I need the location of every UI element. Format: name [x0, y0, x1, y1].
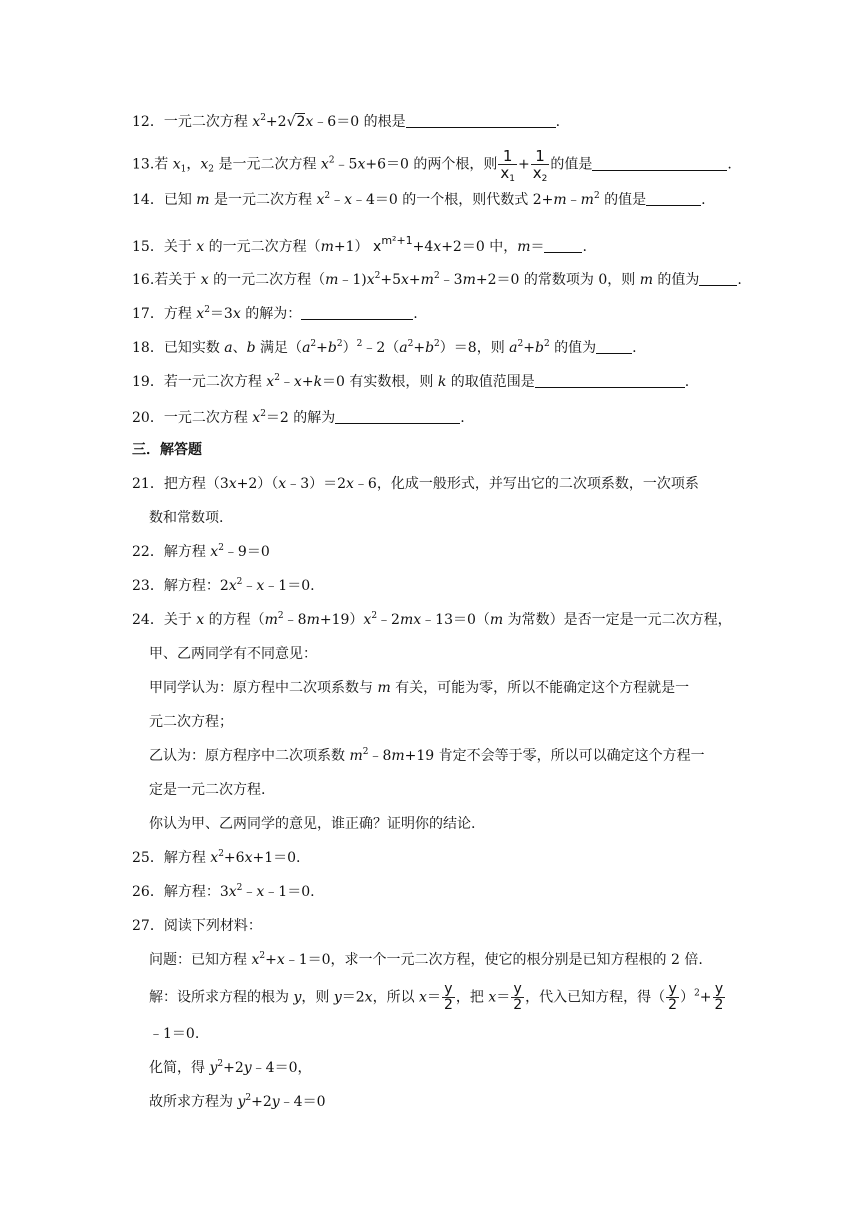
question-24-line5: 乙认为：原方程序中二次项系数 $m^2﹣8m+19$ 肯定不会等于零，所以可以确定这个方程一 — [149, 747, 705, 764]
question-24-line4: 元二次方程； — [149, 714, 233, 730]
section-heading: 三．解答题 — [132, 442, 202, 458]
question-12: 12．一元二次方程 $x^2+2√2x﹣6=0$ 的根是 . — [132, 113, 561, 130]
question-20: 20．一元二次方程 $x^2=2$ 的解为 . — [132, 409, 465, 426]
question-24-line6: 定是一元二次方程. — [149, 782, 266, 798]
fraction-1-over-x1: $\frac{1}{x_1}$ — [500, 147, 515, 184]
question-13: 13.若 $x_1$，$x_2$ 是一元二次方程 $x^2﹣5x+6=0$ 的两个根，则 $\frac{1}{x_1}$ + $\frac{1}{x_2}$ 的值是 . — [132, 147, 732, 184]
question-24: 24．关于 x 的方程$(m^2﹣8m+19)x^2﹣2mx﹣13=0(m$ 为常数）是否一定是一元二次方程， — [132, 611, 732, 628]
answer-blank[interactable] — [646, 191, 701, 206]
question-27-problem: 问题：已知方程 $x^2+x﹣1=0$，求一个一元二次方程，使它的根分别是已知方程根的 2 倍. — [149, 951, 703, 968]
answer-blank[interactable] — [406, 113, 556, 128]
answer-blank[interactable] — [301, 305, 413, 320]
question-24-line2: 甲、乙两同学有不同意见： — [149, 646, 317, 662]
answer-blank[interactable] — [699, 271, 737, 286]
question-19: 19．若一元二次方程 $x^2﹣x+k=0$ 有实数根，则 k 的取值范围是 . — [132, 373, 690, 390]
question-14: 14．已知 m 是一元二次方程 $x^2﹣x﹣4=0$ 的一个根，则代数式 $2+m﹣m^2$ 的值是 . — [132, 191, 706, 208]
answer-blank[interactable] — [535, 373, 685, 388]
question-21: 21．把方程（3x+2）（x﹣3）＝2x﹣6，化成一般形式，并写出它的二次项系数，一次项系 — [132, 476, 699, 492]
question-23: 23．解方程：$2x^2﹣x﹣1=0$. — [132, 577, 315, 594]
question-15: 15．关于 x 的一元二次方程（m+1） $x^{m^2+1}+4x+2=0$ 中，m＝ . — [132, 234, 587, 255]
question-24-line7: 你认为甲、乙两同学的意见，谁正确？证明你的结论. — [149, 816, 476, 832]
fraction-1-over-x2: $\frac{1}{x_2}$ — [532, 147, 548, 184]
question-17: 17．方程 $x^2=3x$ 的解为： . — [132, 305, 418, 322]
exponent-expression: m²+1 — [381, 234, 413, 247]
question-25: 25．解方程 $x^2+6x+1=0$. — [132, 849, 301, 866]
question-27-conclusion: 故所求方程为 $y^2+2y﹣4=0$ — [149, 1093, 326, 1110]
answer-blank[interactable] — [592, 156, 727, 171]
question-27: 27．阅读下列材料： — [132, 918, 262, 934]
fraction-y-over-2: $\frac{y}{2}$ — [714, 981, 724, 1013]
fraction-y-over-2: $\frac{y}{2}$ — [513, 981, 523, 1013]
fraction-y-over-2: $\frac{y}{2}$ — [443, 981, 453, 1013]
question-16: 16.若关于 x 的一元二次方程$(m﹣1)x^2+5x+m^2﹣3m+2=0$ 的常数项为 0，则 m 的值为 . — [132, 271, 742, 288]
question-27-simplify: 化简，得 $y^2+2y﹣4=0$， — [149, 1059, 312, 1076]
question-24-line3: 甲同学认为：原方程中二次项系数与 m 有关，可能为零，所以不能确定这个方程就是一 — [149, 680, 690, 696]
answer-blank[interactable] — [335, 409, 460, 424]
question-22: 22．解方程 $x^2﹣9=0$ — [132, 543, 270, 560]
fraction-y-over-2: $\frac{y}{2}$ — [668, 981, 678, 1013]
sqrt-symbol: √2 — [286, 114, 306, 130]
question-27-solution-cont: ﹣1＝0. — [149, 1026, 200, 1042]
question-21-cont: 数和常数项. — [149, 510, 224, 526]
answer-blank[interactable] — [596, 339, 632, 354]
question-26: 26．解方程：$3x^2﹣x﹣1=0$. — [132, 883, 315, 900]
question-18: 18．已知实数 a、b 满足$(a^2+b^2)^2﹣2(a^2+b^2)=8$，则 $a^2+b^2$ 的值为 . — [132, 339, 637, 356]
answer-blank[interactable] — [544, 238, 582, 253]
question-27-solution: 解：设所求方程的根为 y，则 y＝2x，所以 x＝ $\frac{y}{2}$ ，把 x＝ $\frac{y}{2}$ ，代入已知方程，得（ $\frac{y}{2}$ ）$^2$+ $\frac{y}{2}$ — [149, 981, 724, 1013]
